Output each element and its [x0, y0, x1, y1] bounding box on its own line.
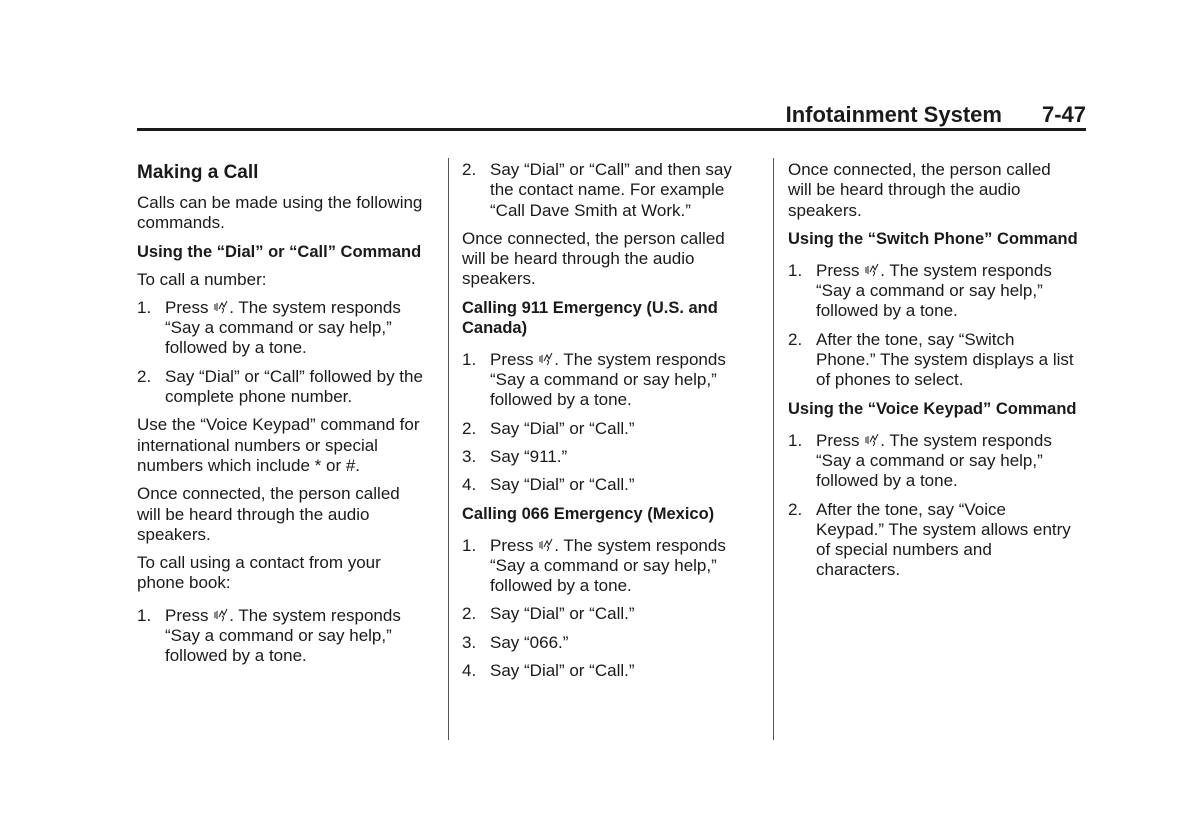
list-item: 1. Press . The system responds “Say a command or say help,” followed by a tone. [137, 297, 401, 358]
paragraph: Use the “Voice Keypad” command for international numbers or special numbers which include * or #. [137, 415, 420, 475]
section-heading: Making a Call [137, 162, 259, 183]
list-item: 1. Press . The system responds “Say a command or say help,” followed by a tone. [788, 260, 1052, 321]
step-list [788, 431, 1078, 581]
voice-recognition-icon [864, 262, 880, 278]
list-item: 4. Say “Dial” or “Call.” [462, 661, 635, 681]
step-list [137, 606, 427, 667]
subheading: Using the “Voice Keypad” Command [788, 399, 1077, 418]
column-divider [773, 158, 774, 740]
paragraph: Once connected, the person called will be heard through the audio speakers. [462, 228, 725, 289]
voice-recognition-icon [213, 299, 229, 315]
list-item: 1. Press . The system responds “Say a command or say help,” followed by a tone. [788, 430, 1052, 491]
list-item: 2. Say “Dial” or “Call.” [462, 418, 635, 438]
voice-recognition-icon [213, 607, 229, 623]
column-2 [462, 160, 752, 689]
list-item: 4. Say “Dial” or “Call.” [462, 475, 635, 495]
list-item: 2. Say “Dial” or “Call.” [462, 604, 635, 624]
paragraph: Calls can be made using the following commands. [137, 193, 423, 233]
paragraph: Once connected, the person called will be heard through the audio speakers. [137, 484, 400, 544]
list-item: 2. Say “Dial” or “Call” and then say the contact name. For example “Call Dave Smith at Work.” [462, 160, 732, 220]
column-1 [137, 160, 427, 675]
list-item: 1. Press . The system responds “Say a command or say help,” followed by a tone. [462, 535, 726, 596]
subheading: Calling 066 Emergency (Mexico) [462, 504, 715, 523]
list-item: 3. Say “911.” [462, 446, 568, 466]
list-item: 2. After the tone, say “Voice Keypad.” The system allows entry of special numbers and characters. [788, 499, 1071, 580]
list-item: 3. Say “066.” [462, 632, 569, 652]
header-rule [137, 128, 1086, 131]
paragraph: To call using a contact from your phone book: [137, 553, 381, 593]
step-list [137, 298, 427, 407]
page-header [137, 100, 1086, 130]
paragraph: To call a number: [137, 269, 267, 289]
list-item: 2. Say “Dial” or “Call” followed by the complete phone number. [137, 366, 423, 407]
list-item: 1. Press . The system responds “Say a command or say help,” followed by a tone. [462, 349, 726, 410]
subheading: Using the “Dial” or “Call” Command [137, 242, 422, 261]
voice-recognition-icon [864, 432, 880, 448]
paragraph: Once connected, the person called will be heard through the audio speakers. [788, 160, 1051, 220]
step-list [462, 350, 752, 496]
list-item: 2. After the tone, say “Switch Phone.” The system displays a list of phones to select. [788, 329, 1074, 390]
column-3 [788, 160, 1078, 589]
list-item: 1. Press . The system responds “Say a command or say help,” followed by a tone. [137, 605, 401, 666]
voice-recognition-icon [538, 351, 554, 367]
step-list [462, 160, 752, 221]
column-divider [448, 158, 449, 740]
subheading: Using the “Switch Phone” Command [788, 229, 1078, 248]
voice-recognition-icon [538, 537, 554, 553]
step-list [788, 261, 1078, 391]
subheading: Calling 911 Emergency (U.S. and Canada) [462, 298, 718, 337]
step-list [462, 536, 752, 682]
section-title: Infotainment System [785, 102, 1002, 127]
page-number: 7-47 [1041, 102, 1086, 127]
